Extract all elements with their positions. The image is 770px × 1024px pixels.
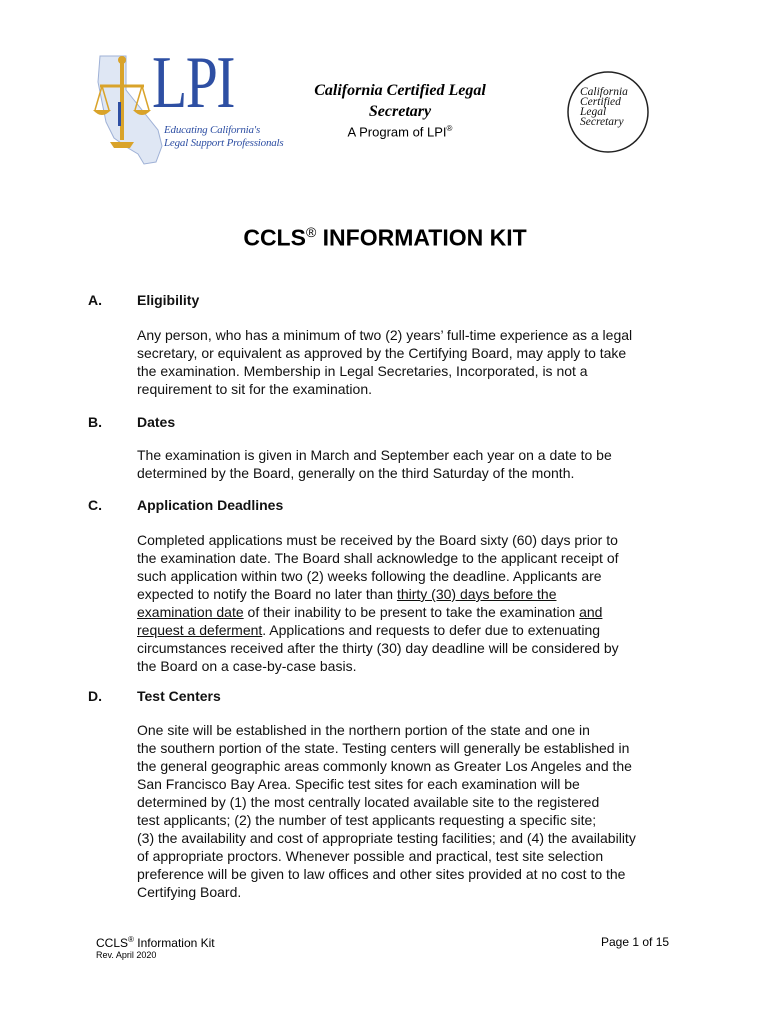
footer-suffix: Information Kit: [133, 936, 215, 950]
text-run: expected to notify the Board no later than: [137, 586, 397, 602]
lpi-letters: LPI: [152, 42, 234, 124]
footer-prefix: CCLS: [96, 936, 129, 950]
program-title-line1: California Certified Legal: [314, 82, 486, 99]
text-line: Certifying Board.: [137, 884, 242, 900]
section-d-heading: Test Centers: [137, 688, 221, 704]
text-line: San Francisco Bay Area. Specific test sites for each examination will be: [137, 776, 580, 792]
seal-line: Legal: [580, 106, 607, 118]
page-title: [0, 224, 770, 252]
registered-mark: ®: [128, 935, 134, 944]
text-line: the Board on a case-by-case basis.: [137, 658, 357, 674]
section-b-heading: Dates: [137, 414, 176, 430]
registered-mark: ®: [305, 224, 317, 240]
text-line: [137, 621, 679, 639]
text-line: the general geographic areas commonly known as Greater Los Angeles and the: [137, 758, 632, 774]
text-run: of their inability to be present to take the examination: [243, 604, 580, 620]
underlined-text: thirty (30) days before the: [396, 586, 557, 602]
section-a-heading: Eligibility: [137, 292, 200, 308]
section-d-body: [137, 721, 679, 901]
section-c-letter: C.: [88, 497, 102, 513]
text-line: requirement to sit for the examination.: [137, 381, 373, 397]
text-line: [137, 585, 679, 603]
seal-text: [580, 87, 628, 127]
section-b-body: [137, 446, 679, 482]
section-c-body: [137, 531, 679, 675]
section-a-body: [137, 326, 679, 398]
program-subtitle: [290, 124, 510, 139]
program-header: [290, 80, 510, 139]
title-suffix: INFORMATION KIT: [316, 224, 527, 251]
text-line: (3) the availability and cost of appropriate testing facilities; and (4) the availability: [137, 830, 636, 846]
text-line: of appropriate proctors. Whenever possible and practical, test site selection: [137, 848, 604, 864]
program-subtitle-text: A Program of LPI: [347, 124, 447, 140]
underlined-text: request a deferment: [137, 622, 263, 638]
text-line: determined by the Board, generally on the third Saturday of the month.: [137, 465, 575, 481]
lpi-logo: [92, 42, 284, 176]
section-b-letter: B.: [88, 414, 102, 430]
section-c-heading: Application Deadlines: [137, 497, 284, 513]
footer-doc-name: [96, 935, 215, 950]
seal-line: Secretary: [580, 116, 624, 128]
text-line: determined by (1) the most centrally located available site to the registered: [137, 794, 600, 810]
lpi-tagline-line: Legal Support Professionals: [164, 137, 284, 149]
section-a-letter: A.: [88, 292, 102, 308]
title-prefix: CCLS: [243, 224, 306, 251]
footer-revision: Rev. April 2020: [96, 950, 157, 960]
text-line: such application within two (2) weeks following the deadline. Applicants are: [137, 568, 602, 584]
registered-mark: ®: [446, 124, 453, 133]
underlined-text: examination date: [137, 604, 244, 620]
seal-line: California: [580, 86, 628, 98]
text-line: The examination is given in March and September each year on a date to be: [137, 447, 612, 463]
text-line: circumstances received after the thirty (30) day deadline will be considered by: [137, 640, 619, 656]
text-line: Any person, who has a minimum of two (2) years’ full-time experience as a legal: [137, 327, 633, 343]
text-line: [137, 603, 679, 621]
text-run: . Applications and requests to defer due to extenuating: [262, 622, 601, 638]
underlined-text: and: [579, 604, 603, 620]
text-line: secretary, or equivalent as approved by the Certifying Board, may apply to take: [137, 345, 627, 361]
text-line: One site will be established in the northern portion of the state and one in: [137, 722, 590, 738]
text-line: the examination date. The Board shall acknowledge to the applicant receipt of: [137, 550, 619, 566]
text-line: the examination. Membership in Legal Secretaries, Incorporated, is not a: [137, 363, 588, 379]
lpi-tagline-line: Educating California's: [164, 124, 261, 136]
lpi-tagline: [164, 124, 283, 150]
text-line: the southern portion of the state. Testing centers will generally be established in: [137, 740, 630, 756]
text-line: test applicants; (2) the number of test applicants requesting a specific site;: [137, 812, 597, 828]
program-title-line2: Secretary: [368, 103, 432, 120]
text-line: Completed applications must be received by the Board sixty (60) days prior to: [137, 532, 618, 548]
section-d-letter: D.: [88, 688, 102, 704]
page-number: Page 1 of 15: [601, 935, 670, 949]
ccls-seal: [566, 70, 650, 154]
text-line: preference will be given to law offices and other sites provided at no cost to the: [137, 866, 626, 882]
seal-line: Certified: [580, 96, 621, 108]
